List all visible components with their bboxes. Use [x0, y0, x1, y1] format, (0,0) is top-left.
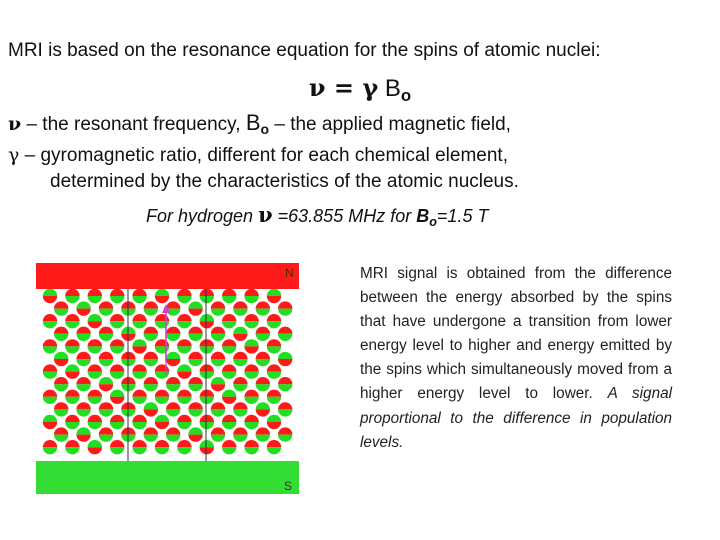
spin-particle: [166, 352, 180, 366]
b-subscript: o: [400, 86, 412, 106]
spin-particle: [256, 377, 270, 391]
b-symbol: B: [384, 75, 401, 102]
spin-particle: [54, 301, 68, 315]
spin-particle: [65, 440, 79, 454]
spin-particle: [43, 390, 57, 404]
spin-particle: [233, 301, 247, 315]
gamma-symbol: γ: [362, 73, 379, 102]
spin-particle: [200, 314, 214, 328]
spin-particle: [222, 339, 236, 353]
spin-particle: [88, 314, 102, 328]
explanation-text: MRI signal is obtained from the difference between the energy absorbed by the spins that have undergone a transition from lower energy level to higher and energy emitted by the spins which simultaneously moved from a higher energy level to lower.: [360, 265, 672, 403]
spin-particle: [144, 352, 158, 366]
spin-particle: [110, 314, 124, 328]
spin-particle: [256, 427, 270, 441]
spin-particle: [233, 327, 247, 341]
spin-particle: [244, 314, 258, 328]
spin-particle: [211, 402, 225, 416]
spin-particle: [88, 440, 102, 454]
equals-sign: =: [325, 73, 363, 102]
spin-particle: [43, 364, 57, 378]
spin-particle: [88, 415, 102, 429]
spin-particle: [211, 352, 225, 366]
spin-particle: [110, 339, 124, 353]
spin-particle: [76, 327, 90, 341]
spin-particle: [177, 339, 191, 353]
spin-particle: [43, 314, 57, 328]
spin-particle: [110, 390, 124, 404]
hydrogen-frequency: =63.855 MHz for: [272, 206, 417, 226]
spin-particle: [54, 377, 68, 391]
b-symbol: B: [416, 206, 430, 226]
spin-particle: [54, 352, 68, 366]
gamma-symbol: γ: [8, 144, 20, 166]
south-pole-bar: [36, 461, 299, 494]
spin-particle: [211, 301, 225, 315]
spin-particle: [65, 415, 79, 429]
spin-particle: [110, 289, 124, 303]
spin-particle: [244, 390, 258, 404]
spin-particle: [99, 352, 113, 366]
nu-definition: – the resonant frequency,: [21, 114, 241, 135]
spin-particle: [188, 352, 202, 366]
spin-particle: [188, 327, 202, 341]
spin-particle: [233, 427, 247, 441]
spin-particle: [166, 327, 180, 341]
spin-particle: [200, 364, 214, 378]
spin-particle: [166, 377, 180, 391]
spin-particle: [155, 415, 169, 429]
spin-particle: [244, 440, 258, 454]
spin-particle: [144, 301, 158, 315]
spin-particle: [155, 364, 169, 378]
definition-gyromagnetic-cont: determined by the characteristics of the atomic nucleus.: [50, 171, 519, 192]
spin-particle: [200, 289, 214, 303]
spin-particle: [43, 289, 57, 303]
spin-particle: [144, 377, 158, 391]
spin-particle: [110, 415, 124, 429]
b-symbol: B: [245, 110, 261, 135]
spin-particle: [177, 364, 191, 378]
b-subscript: o: [429, 214, 437, 229]
spin-particle: [177, 415, 191, 429]
spin-particle: [267, 314, 281, 328]
spin-particle: [132, 415, 146, 429]
spin-particle: [65, 314, 79, 328]
definition-frequency-and-field: [8, 110, 511, 136]
spin-particle: [267, 289, 281, 303]
spin-particle: [188, 301, 202, 315]
spin-particle: [76, 377, 90, 391]
spin-particle: [278, 402, 292, 416]
spin-particle: [54, 427, 68, 441]
spin-particle: [54, 327, 68, 341]
spin-particle: [267, 339, 281, 353]
spin-particle: [132, 314, 146, 328]
spin-particle: [256, 301, 270, 315]
spin-particle: [256, 352, 270, 366]
spin-particle: [278, 377, 292, 391]
definition-gyromagnetic: [8, 144, 508, 167]
spin-particle: [76, 352, 90, 366]
spin-particle: [267, 364, 281, 378]
spin-particle: [244, 364, 258, 378]
spin-particle: [144, 427, 158, 441]
spin-particle: [155, 440, 169, 454]
nu-symbol: ν: [8, 113, 22, 135]
spin-particle: [76, 427, 90, 441]
spin-particle: [177, 390, 191, 404]
spin-particle: [211, 377, 225, 391]
spin-particle: [233, 402, 247, 416]
north-pole-label: N: [285, 266, 294, 280]
spin-particle: [256, 402, 270, 416]
spin-particle: [99, 301, 113, 315]
spin-diagram: [36, 263, 299, 494]
spin-particle: [155, 289, 169, 303]
explanation-paragraph: [360, 262, 672, 455]
spin-particle: [132, 440, 146, 454]
spin-particle: [278, 427, 292, 441]
spin-particle: [88, 289, 102, 303]
spin-particle: [99, 427, 113, 441]
spin-particle: [222, 415, 236, 429]
spin-particle: [278, 327, 292, 341]
spin-particle: [244, 339, 258, 353]
hydrogen-prefix: For hydrogen: [146, 206, 259, 226]
spin-particle: [144, 402, 158, 416]
spin-particle: [155, 339, 169, 353]
spin-particle: [211, 427, 225, 441]
gamma-definition: – gyromagnetic ratio, different for each chemical element,: [19, 145, 508, 166]
spin-particle: [166, 402, 180, 416]
north-pole-bar: [36, 263, 299, 289]
spin-particle: [278, 352, 292, 366]
spin-particle: [211, 327, 225, 341]
spin-particle: [188, 402, 202, 416]
nu-symbol: ν: [258, 202, 273, 227]
spin-particle: [76, 301, 90, 315]
spin-particle: [88, 364, 102, 378]
spin-particle: [65, 339, 79, 353]
spin-particle: [132, 390, 146, 404]
spin-particle: [222, 440, 236, 454]
spin-particle: [177, 440, 191, 454]
spin-particle: [256, 327, 270, 341]
spin-particle: [88, 390, 102, 404]
spin-particle: [43, 415, 57, 429]
spin-particle: [200, 390, 214, 404]
spin-particle: [65, 289, 79, 303]
spin-particle: [65, 390, 79, 404]
spin-particle: [166, 301, 180, 315]
spin-particle: [65, 364, 79, 378]
spin-particle: [188, 377, 202, 391]
spin-particle: [267, 415, 281, 429]
spin-particle: [132, 289, 146, 303]
spin-particle: [244, 289, 258, 303]
spin-particle: [144, 327, 158, 341]
spin-particle: [177, 289, 191, 303]
intro-text: MRI is based on the resonance equation for the spins of atomic nuclei:: [8, 40, 601, 61]
spin-particle: [222, 289, 236, 303]
spin-particle: [200, 440, 214, 454]
spin-particle: [43, 339, 57, 353]
spin-grid: [43, 289, 293, 455]
spin-particle: [200, 415, 214, 429]
spin-particle: [155, 390, 169, 404]
hydrogen-field: =1.5 T: [436, 206, 489, 226]
spin-particle: [110, 364, 124, 378]
b0-definition: – the applied magnetic field,: [269, 114, 511, 135]
south-pole-label: S: [284, 479, 293, 493]
spin-particle: [54, 402, 68, 416]
spin-particle: [88, 339, 102, 353]
spin-particle: [188, 427, 202, 441]
spin-particle: [99, 377, 113, 391]
spin-particle: [278, 301, 292, 315]
spin-particle: [110, 440, 124, 454]
spin-particle: [222, 390, 236, 404]
spin-particle: [76, 402, 90, 416]
spin-particle: [177, 314, 191, 328]
hydrogen-example: [146, 202, 488, 227]
spin-particle: [267, 390, 281, 404]
explanation-italic: A signal proportional to the difference in population levels.: [360, 385, 672, 451]
spin-particle: [155, 314, 169, 328]
spin-particle: [233, 377, 247, 391]
b-subscript: o: [260, 121, 270, 138]
spin-particle: [244, 415, 258, 429]
spin-particle: [222, 364, 236, 378]
resonance-equation: [0, 73, 720, 106]
spin-particle: [132, 364, 146, 378]
spin-particle: [99, 402, 113, 416]
spin-particle: [200, 339, 214, 353]
spin-particle: [222, 314, 236, 328]
spin-particle: [267, 440, 281, 454]
spin-particle: [43, 440, 57, 454]
spin-particle: [99, 327, 113, 341]
spin-particle: [233, 352, 247, 366]
spin-particle: [132, 339, 146, 353]
spin-particle: [166, 427, 180, 441]
nu-symbol: ν: [308, 73, 326, 102]
